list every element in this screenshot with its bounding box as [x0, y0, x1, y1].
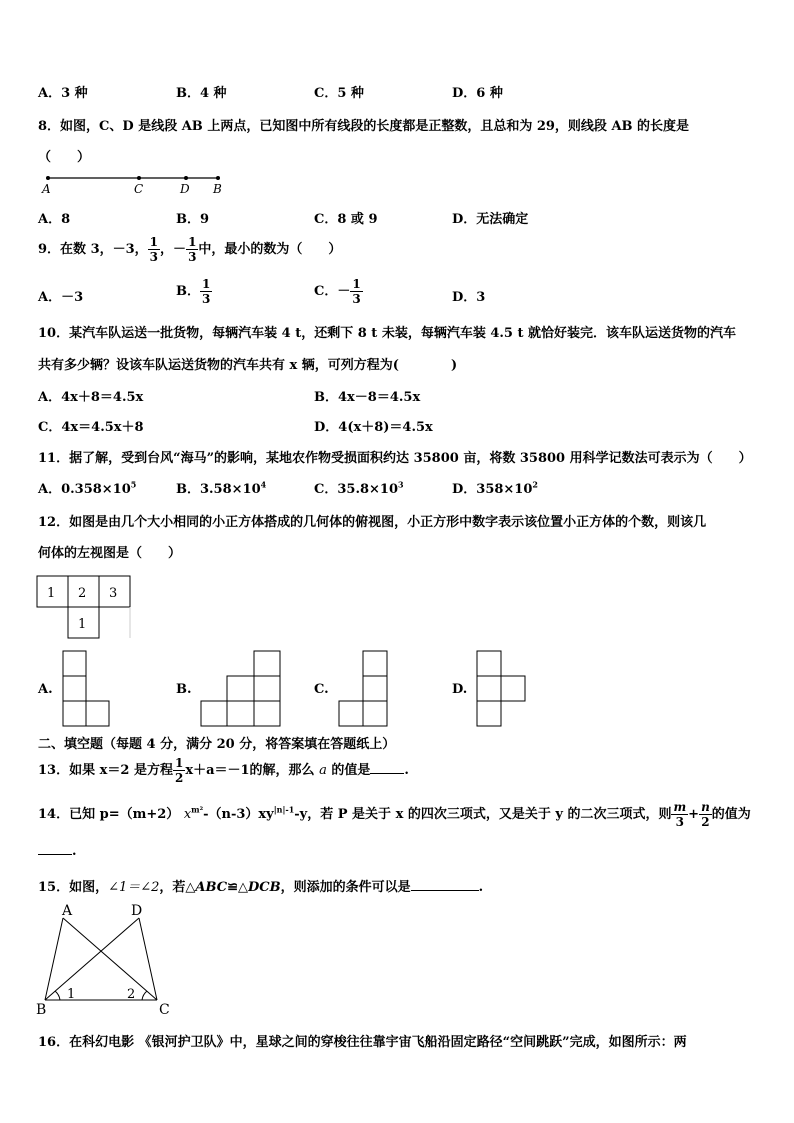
q8-option-b: B．9	[176, 212, 210, 227]
vertex-c-label: C	[159, 1002, 170, 1018]
q12-option-c-figure	[338, 650, 390, 728]
q12-line2: 何体的左视图是（ ）	[38, 546, 182, 561]
q9-stem: 9．在数 3，－3， $\frac{1}{3}$ ，－ $\frac{1}{3}$ 中，最小的数为（ ）	[38, 235, 342, 264]
q10-option-c: C．4x＝4.5x＋8	[38, 420, 144, 435]
point-b-label: B	[213, 182, 222, 196]
grid-cell-1: 1	[47, 586, 56, 601]
q12-option-a-label: A.	[38, 682, 53, 697]
q7-option-d: D．6 种	[452, 86, 503, 101]
q11-option-c: C．$35.8\times 10^3$	[314, 479, 404, 497]
q12-option-c-label: C.	[314, 682, 329, 697]
q11-option-b: B．$3.58\times 10^4$	[176, 479, 267, 497]
vertex-a-label: A	[62, 903, 73, 919]
grid-cell-2: 2	[78, 586, 87, 601]
q13-answer-blank	[370, 773, 404, 774]
q8-option-a: A．8	[38, 212, 71, 227]
q11-stem: 11．据了解，受到台风“海马”的影响，某地农作物受损面积约达 35800 亩，将数 35800 用科学记数法可表示为（ ）	[38, 451, 752, 466]
q7-option-c: C．5 种	[314, 86, 364, 101]
q10-option-d: D．4(x＋8)＝4.5x	[314, 420, 433, 435]
grid-cell-4: 1	[78, 617, 87, 632]
point-c-label: C	[134, 182, 144, 196]
point-a-label: A	[42, 182, 51, 196]
triangle-figure	[36, 900, 176, 1020]
q8-option-c: C．8 或 9	[314, 212, 378, 227]
q15-answer-blank	[411, 890, 479, 891]
vertex-b-label: B	[36, 1002, 47, 1018]
q15-stem: 15．如图，∠1＝∠2，若△ABC≌△DCB，则添加的条件可以是 .	[38, 880, 484, 895]
q7-option-b: B．4 种	[176, 86, 227, 101]
grid-cell-3: 3	[109, 586, 118, 601]
q9-option-c: C．－ $\frac{1}{3}$	[314, 277, 361, 306]
q8-stem: 8．如图，C、D 是线段 AB 上两点，已知图中所有线段的长度都是正整数，且总和为 29，则线段 AB 的长度是	[38, 119, 690, 134]
q10-line2: 共有多少辆？设该车队运送货物的汽车共有 x 辆，可列方程为( )	[38, 358, 458, 373]
angle-2-label: 2	[127, 987, 136, 1002]
q10-option-a: A．4x＋8＝4.5x	[38, 390, 144, 405]
q9-option-b: B． $\frac{1}{3}$	[176, 277, 211, 306]
q10-line1: 10．某汽车队运送一批货物，每辆汽车装 4 t，还剩下 8 t 未装，每辆汽车装 4.5 t 就恰好装完．该车队运送货物的汽车	[38, 326, 737, 341]
q8-paren: （ ）	[38, 150, 91, 165]
section2-title: 二、填空题（每题 4 分，满分 20 分，将答案填在答题纸上）	[38, 737, 396, 752]
q9-option-d: D．3	[452, 290, 486, 305]
q12-option-b-label: B.	[176, 682, 192, 697]
q11-option-a: A．$0.358\times 10^5$	[38, 479, 137, 497]
vertex-d-label: D	[131, 903, 143, 919]
q14-answer-line: .	[38, 844, 77, 859]
q12-option-d-label: D.	[452, 682, 468, 697]
q11-option-d: D．$358\times 10^2$	[452, 479, 538, 497]
q8-option-d: D．无法确定	[452, 212, 529, 227]
q13-stem: 13．如果 x＝2 是方程 $\frac{1}{2}$ x＋a＝－1的解，那么 a 的值是 .	[38, 756, 409, 785]
q9-option-a: A．－3	[38, 290, 84, 305]
q10-option-b: B．4x－8＝4.5x	[314, 390, 421, 405]
q14-answer-blank	[38, 854, 72, 855]
q12-option-d-figure	[476, 650, 528, 728]
angle-1-label: 1	[67, 987, 76, 1002]
q14-stem: 14．已知 p=（m+2） $x^{m^2}-(n-3)xy^{|n|-1}-y$，若 P 是关于 x 的四次三项式，又是关于 y 的二次三项式，则 $\frac{m}{3}$ + $\frac{n}{2}$ 的值为	[38, 800, 751, 829]
q12-option-b-figure	[200, 650, 282, 728]
q7-option-a: A．3 种	[38, 86, 88, 101]
top-view-grid	[36, 575, 136, 639]
q12-line1: 12．如图是由几个大小相同的小正方体搭成的几何体的俯视图，小正方形中数字表示该位置小正方体的个数，则该几	[38, 515, 707, 530]
q16-line1: 16．在科幻电影 《银河护卫队》中，星球之间的穿梭往往靠宇宙飞船沿固定路径“空间跳跃”完成，如图所示：两	[38, 1035, 687, 1050]
point-d-label: D	[180, 182, 190, 196]
segment-diagram	[38, 172, 238, 196]
q12-option-a-figure	[62, 650, 112, 728]
